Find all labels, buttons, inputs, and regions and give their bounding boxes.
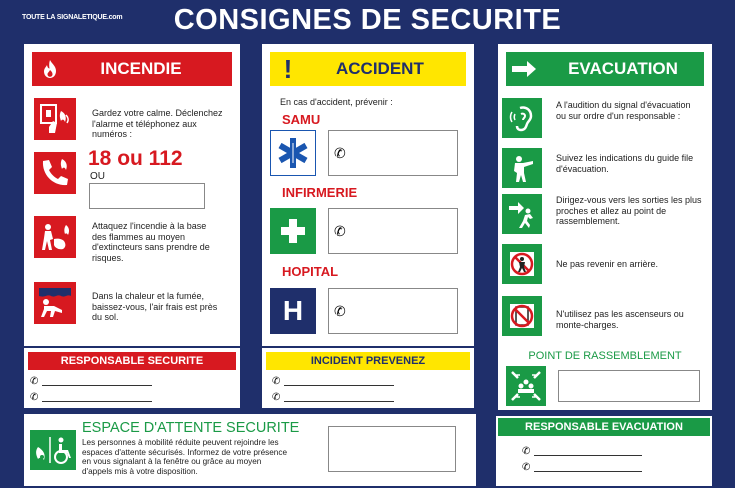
infirmerie-label: INFIRMERIE bbox=[282, 185, 358, 200]
incendie-panel bbox=[24, 44, 240, 346]
phone-icon: ✆ bbox=[30, 392, 39, 403]
phone-icon: ✆ bbox=[272, 392, 281, 403]
point-rassemblement-label: POINT DE RASSEMBLEMENT bbox=[528, 350, 682, 362]
espace-attente-text: Les personnes à mobilité réduite peuvent rejoindre les espaces d'attente sécurisés. Informez de votre présence en vous signalant à la fenêtre ou grâce au moyen d'appels mis à votre disposition. bbox=[82, 438, 287, 476]
evacuation-item5-text: N'utilisez pas les ascenseurs ou monte-charges. bbox=[556, 309, 684, 330]
no-elevator-icon bbox=[502, 296, 542, 336]
accident-header bbox=[270, 52, 466, 86]
incendie-item4-text: Dans la chaleur et la fumée, baissez-vous, l'air frais est près du sol. bbox=[92, 291, 218, 322]
hospital-letter: H bbox=[282, 295, 304, 326]
incendie-header bbox=[32, 52, 232, 86]
incendie-number-field[interactable] bbox=[89, 183, 205, 209]
emergency-number: 18 ou 112 bbox=[88, 147, 183, 170]
phone-icon: ✆ bbox=[334, 223, 346, 239]
evacuation-header bbox=[506, 52, 704, 86]
hopital-phone-field[interactable] bbox=[328, 288, 458, 334]
hospital-icon bbox=[270, 288, 316, 334]
espace-attente-title: ESPACE D'ATTENTE SECURITE bbox=[82, 420, 300, 436]
phone-line-1[interactable] bbox=[42, 385, 152, 386]
hopital-label: HOPITAL bbox=[282, 264, 339, 279]
incident-prevenez-label: INCIDENT PREVENEZ bbox=[266, 352, 470, 370]
page-title: CONSIGNES DE SECURITE bbox=[173, 4, 562, 36]
phone-icon: ✆ bbox=[522, 446, 531, 457]
infirmerie-phone-field[interactable] bbox=[328, 208, 458, 254]
phone-line-2[interactable] bbox=[42, 401, 152, 402]
ear-icon bbox=[502, 98, 542, 138]
phone-line-2[interactable] bbox=[534, 471, 642, 472]
first-aid-cross-icon bbox=[270, 208, 316, 254]
exit-running-icon bbox=[502, 194, 542, 234]
flame-icon bbox=[32, 52, 68, 86]
evacuation-item3-text: Dirigez-vous vers les sorties les plus proches et allez au point de rassemblement. bbox=[556, 195, 702, 226]
responsable-evacuation-label: RESPONSABLE EVACUATION bbox=[498, 418, 710, 436]
phone-icon: ✆ bbox=[272, 376, 281, 387]
evacuation-item4-text: Ne pas revenir en arrière. bbox=[556, 259, 659, 269]
evacuation-header-label: EVACUATION bbox=[568, 59, 678, 78]
exclamation-icon: ! bbox=[283, 53, 293, 84]
incident-prevenez-panel bbox=[262, 348, 474, 408]
arrow-right-icon bbox=[506, 52, 542, 86]
accident-intro: En cas d'accident, prévenir : bbox=[280, 97, 393, 107]
responsable-evacuation-panel bbox=[496, 416, 712, 486]
or-label: OU bbox=[90, 171, 105, 182]
extinguisher-icon bbox=[34, 216, 76, 258]
responsable-securite-panel bbox=[24, 348, 240, 408]
alarm-button-icon bbox=[34, 98, 76, 140]
phone-icon: ✆ bbox=[334, 145, 346, 161]
incendie-header-label: INCENDIE bbox=[100, 59, 182, 78]
espace-attente-panel bbox=[24, 414, 476, 486]
phone-icon: ✆ bbox=[334, 303, 346, 319]
no-return-icon bbox=[502, 244, 542, 284]
brand-logo: TOUTE LA SIGNALETIQUE.com bbox=[22, 14, 123, 21]
samu-label: SAMU bbox=[282, 112, 321, 127]
point-rassemblement-panel bbox=[498, 346, 712, 410]
responsable-securite-label: RESPONSABLE SECURITE bbox=[28, 352, 236, 370]
phone-line-1[interactable] bbox=[284, 385, 394, 386]
incendie-item1-text: Gardez votre calme. Déclenchez l'alarme et téléphonez aux numéros : bbox=[92, 108, 223, 139]
accident-panel bbox=[262, 44, 474, 346]
phone-line-1[interactable] bbox=[534, 455, 642, 456]
star-of-life-icon bbox=[270, 130, 316, 176]
assembly-point-field[interactable] bbox=[558, 370, 700, 402]
samu-phone-field[interactable] bbox=[328, 130, 458, 176]
phone-fire-icon bbox=[34, 152, 76, 194]
smoke-crawl-icon bbox=[34, 282, 76, 324]
wheelchair-fire-icon bbox=[30, 430, 76, 470]
guide-pointing-icon bbox=[502, 148, 542, 188]
incendie-item3-text: Attaquez l'incendie à la base des flammes au moyen d'extincteurs sans prendre de risques. bbox=[92, 221, 210, 263]
assembly-point-icon bbox=[506, 366, 546, 406]
phone-icon: ✆ bbox=[30, 376, 39, 387]
evacuation-item2-text: Suivez les indications du guide file d'évacuation. bbox=[556, 153, 694, 174]
phone-line-2[interactable] bbox=[284, 401, 394, 402]
accident-header-label: ACCIDENT bbox=[336, 59, 424, 78]
phone-icon: ✆ bbox=[522, 462, 531, 473]
espace-attente-field[interactable] bbox=[328, 426, 456, 472]
evacuation-item1-text: A l'audition du signal d'évacuation ou sur ordre d'un responsable : bbox=[556, 100, 691, 121]
evacuation-panel bbox=[498, 44, 712, 346]
